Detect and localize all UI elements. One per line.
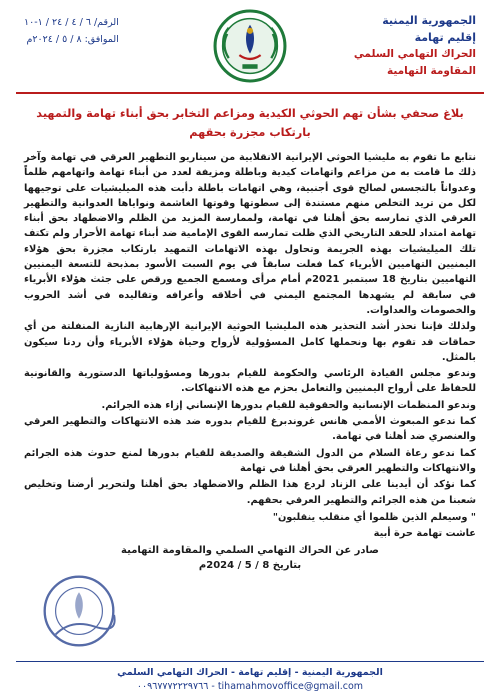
paragraph-resolve: كما نؤكد أن أيدينا على الزناد لردع هذا الظلم والاضطهاد بحق أهلنا ولتحرير أرضنا وتخليص شعبنا من هذه الجرائم والتطهير العرقي بحقهم. — [24, 479, 476, 506]
org-resistance: المقاومة التهامية — [387, 65, 476, 77]
letterhead — [10, 0, 490, 92]
org-country: الجمهورية اليمنية — [382, 14, 476, 27]
slogan: عاشت تهامة حرة أبية — [373, 528, 476, 540]
document-title — [16, 104, 484, 142]
paragraph-envoy-call: كما ندعو المبعوث الأممي هانس غروندبرغ للقيام بدوره ضد هذه الانتهاكات والتطهير العرقي والعنصري ضد أهلنا في تهامة. — [24, 416, 476, 443]
footer-org-line: الجمهورية اليمنية - إقليم تهامة - الحراك التهامي السلمي — [117, 667, 383, 678]
org-movement: الحراك التهامي السلمي — [353, 48, 476, 60]
issue-date: بتاريخ 8 / 5 / 2024م — [198, 560, 302, 572]
statement-body — [10, 150, 490, 541]
movement-emblem-icon — [212, 8, 288, 84]
paragraph-warning: ولذلك فإننا نحذر أشد التحذير هذه المليشيا الحوثية الإيرانية الإرهابية النازية المنفلتة من أي حماقات قد تقوم بها ونحملها كامل المسؤولية لأرواح وحياة هؤلاء الأبرياء وأن ردنا سيكون بالمثل. — [24, 321, 476, 363]
letterhead-org-block — [354, 12, 476, 80]
title-line-2: بارتكاب مجزرة بحقهم — [189, 126, 311, 139]
footer-contact-line: tihamahmovoffice@gmail.com - ٠٠٩٦٧٧٧٢٢٢٩٧٦٦ — [136, 681, 364, 692]
org-region: إقليم تهامة — [414, 31, 476, 44]
title-line-1: بلاغ صحفي بشأن تهم الحوثي الكيدية ومزاعم التخابر بحق أبناء تهامة والتمهيد — [36, 107, 464, 120]
header-divider — [16, 92, 484, 94]
reference-date: الموافق: ٨ / ٥ / ٢٠٢٤م — [26, 34, 119, 45]
letter-footer — [10, 661, 490, 694]
paragraph-organizations-call: وندعو المنظمات الإنسانية والحقوقية للقيام بدورها الإنساني إزاء هذه الجرائم. — [101, 399, 476, 411]
official-stamp-icon — [40, 572, 118, 650]
paragraph-intro: نتابع ما تقوم به مليشيا الحوثي الإيرانية الانقلابية من سيناريو التطهير العرقي في تهامة وآخر ذلك ما قامت به من مزاعم واتهامات كيدية وباطلة ومزيفة لعدد من أبناء تهامة واتهامهم ظلماً وعدواناً بالتجسس لصالح قوى أجنبية، وهي اتهامات باطلة دأبت هذه الميليشيات على توجيهها لكل من تريد التخلص منهم مستندة إلى سطوتها وقوتها الغاشمة ونواياها العدوانية والتطهير العرقي الذي تمارسه بحق أهلنا في تهامة، ولممارسة المزيد من الظلم والاضطهاد بحق أبناء تهامة امتداد للحقد التاريخي الذي ظلت تمارسه القوى الإمامية ضد أبناء تهامة الأحرار ولم تكتف تلك الميليشيات بهذه الجريمة وتحاول بهذه الاتهامات التمهيد بارتكاب مجزرة بحق هؤلاء اليمنيين التهاميين الأبرياء كما فعلت سابقاً في يوم السبت الأسود بمذبحة للتسعة اليمنيين التهاميين بتاريخ 18 سبتمبر 2021م أمام مرأى ومسمع الجميع ورقص على جثث هؤلاء الأبرياء في سابقة لم يشهدها المجتمع اليمني في أخلاقه وأعرافه وتقاليده في أشد الحروب والخصومات والعداوات. — [24, 152, 476, 316]
paragraph-council-call: وندعو مجلس القيادة الرئاسي والحكومة للقيام بدورها ومسؤولياتها الدستورية والقانونية للحفاظ على أرواح اليمنيين والتعامل بحزم مع هذه الانتهاكات. — [24, 368, 476, 395]
reference-number: الرقم/ ٦ / ٤ / ٢٤ / ١-١٠ — [24, 17, 119, 28]
paragraph-peace-sponsors-call: كما ندعو رعاة السلام من الدول الشقيقة والصديقة للقيام بدورها لمنع حدوث هذه الجرائم والانتهاكات والتطهير العرقي بحق أهلنا في تهامة — [24, 447, 476, 474]
issuer-line: صادر عن الحراك التهامي السلمي والمقاومة التهامية — [121, 545, 379, 557]
quranic-quote: " وسيعلم الذين ظلموا أي منقلب ينقلبون" — [272, 511, 476, 523]
letterhead-ref-block — [24, 14, 119, 48]
issuer-block — [10, 543, 490, 573]
footer-divider — [16, 661, 484, 662]
